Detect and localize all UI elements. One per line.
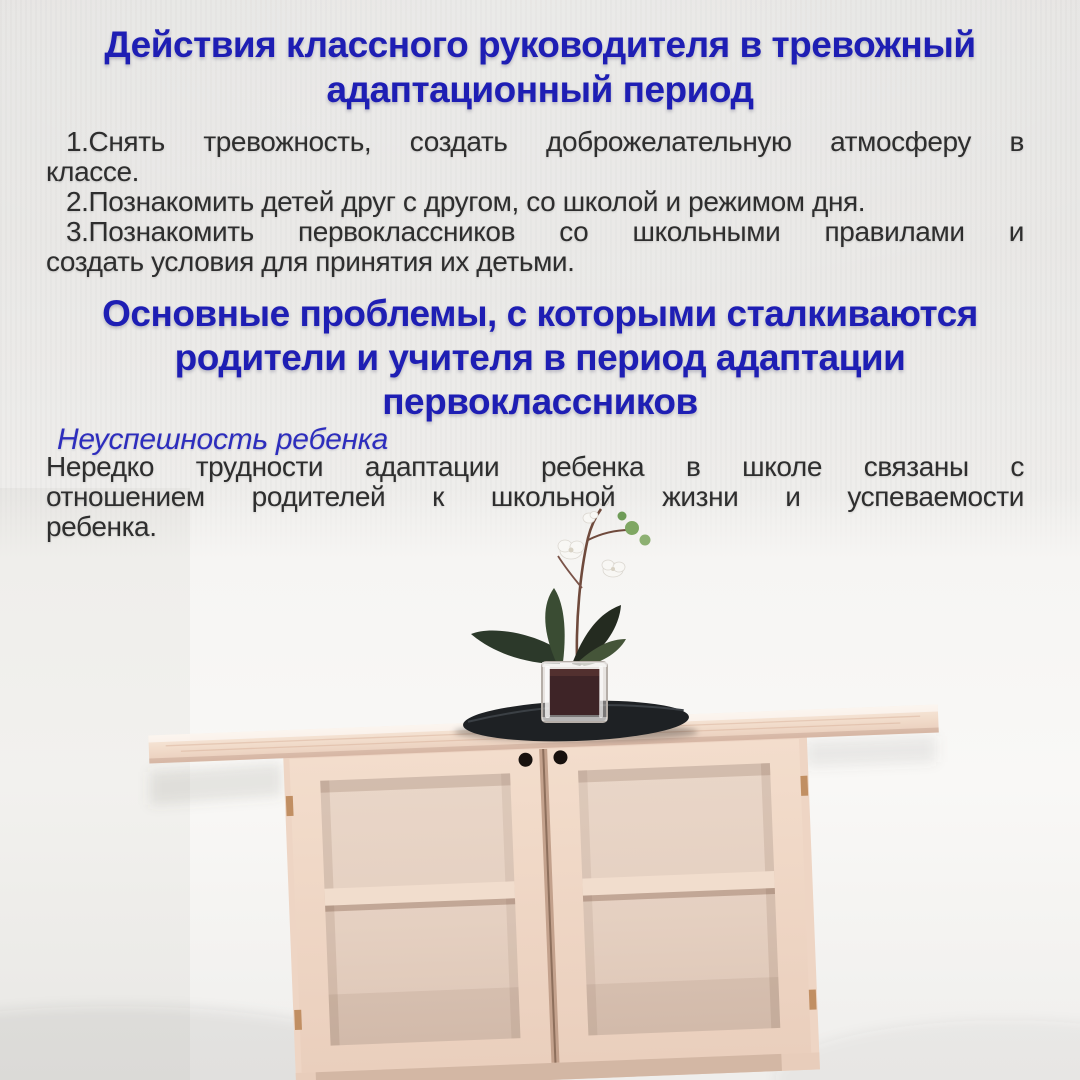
actions-list [46,127,1024,277]
action-item-1 [46,127,1024,187]
problems-heading-line-2: родители и учителя в период адаптации [174,337,906,378]
page-title-line-2: адаптационный период [326,69,754,110]
problem-subheading: Неуспешность ребенка [57,423,389,456]
vase [542,662,607,722]
action-item-3 [46,217,1024,277]
hinge-bottom-left [294,1010,302,1030]
problems-heading-line-1: Основные проблемы, с которыми сталкиваются [102,293,978,334]
action-item-1-line-2: классе. [46,156,140,187]
action-item-3-line-1: 3.Познакомить первоклассников со школьными правилами и [66,216,1024,247]
problems-heading-line-3: первоклассников [382,381,698,422]
page-title [30,22,1050,112]
problem-paragraph-line-3: ребенка. [46,511,157,542]
action-item-2 [46,187,1024,217]
hinge-top-right [800,776,808,796]
action-item-1-line-1: 1.Снять тревожность, создать доброжелательную атмосферу в [66,126,1024,157]
problem-paragraph-line-1: Нередко трудности адаптации ребенка в школе связаны с [46,451,1024,482]
action-item-2-line-1: 2.Познакомить детей друг с другом, со школой и режимом дня. [66,186,866,217]
hinge-top-left [286,796,294,816]
problem-paragraph-line-2: отношением родителей к школьной жизни и успеваемости [46,481,1024,512]
hinge-bottom-right [809,989,817,1009]
glass-pane-left [320,773,520,1045]
tabletop-shadow-right [806,736,936,767]
page-title-line-1: Действия классного руководителя в тревожный [104,24,976,65]
problems-heading [30,292,1050,424]
cabinet-photo [0,488,1080,1080]
glass-pane-right [578,763,780,1035]
problem-paragraph [46,452,1024,542]
action-item-3-line-2: создать условия для принятия их детьми. [46,246,575,277]
